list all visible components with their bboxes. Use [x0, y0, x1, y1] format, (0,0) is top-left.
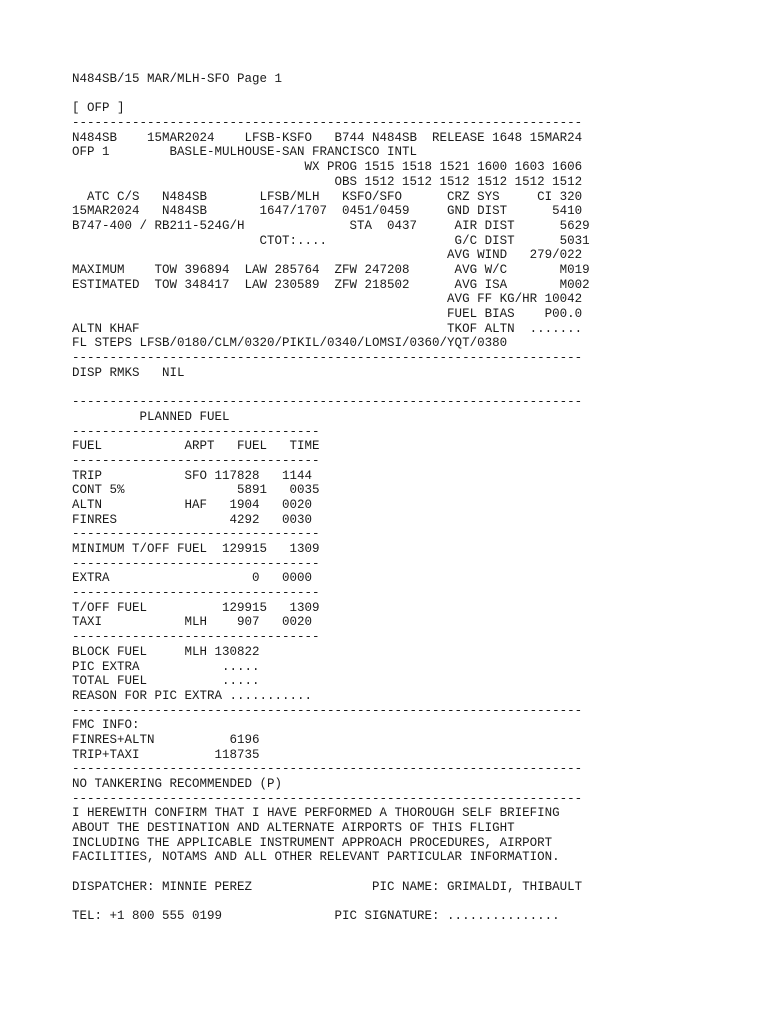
- ofp-line: N484SB 15MAR2024 LFSB-KSFO B744 N484SB RELEASE 1648 15MAR24: [72, 130, 583, 145]
- ofp-line: FUEL BIAS P00.0: [72, 307, 583, 321]
- ofp-line: CONT 5% 5891 0035: [72, 483, 320, 498]
- ofp-line: ---------------------------------: [72, 630, 320, 645]
- ofp-line: REASON FOR PIC EXTRA ...........: [72, 688, 313, 703]
- ofp-line: DISP RMKS NIL: [72, 365, 185, 380]
- ofp-line: PLANNED FUEL: [72, 409, 230, 424]
- ofp-line: ALTN KHAF TKOF ALTN .......: [72, 321, 583, 336]
- ofp-line: CTOT:.... G/C DIST 5031: [72, 233, 590, 248]
- ofp-line: [ OFP ]: [72, 101, 125, 116]
- ofp-line: ---------------------------------: [72, 527, 320, 542]
- ofp-line: --------------------------------------------------------------------: [72, 703, 583, 718]
- ofp-line: ---------------------------------: [72, 556, 320, 571]
- ofp-line: ---------------------------------: [72, 453, 320, 468]
- ofp-line: TEL: +1 800 555 0199 PIC SIGNATURE: ...............: [72, 909, 560, 924]
- ofp-document: [72, 72, 590, 924]
- ofp-line: FACILITIES, NOTAMS AND ALL OTHER RELEVANT PARTICULAR INFORMATION.: [72, 850, 560, 865]
- ofp-line: [72, 865, 590, 880]
- ofp-line: BLOCK FUEL MLH 130822: [72, 644, 260, 659]
- ofp-line: FMC INFO:: [72, 718, 140, 733]
- ofp-line: --------------------------------------------------------------------: [72, 351, 583, 366]
- ofp-line: [72, 380, 590, 395]
- ofp-line: --------------------------------------------------------------------: [72, 762, 583, 777]
- ofp-line: INCLUDING THE APPLICABLE INSTRUMENT APPROACH PROCEDURES, AIRPORT: [72, 835, 553, 850]
- ofp-line: AVG WIND 279/022: [72, 248, 583, 263]
- ofp-line: --------------------------------------------------------------------: [72, 116, 583, 131]
- ofp-line: T/OFF FUEL 129915 1309: [72, 600, 320, 615]
- ofp-line: TRIP SFO 117828 1144: [72, 468, 313, 483]
- ofp-line: NO TANKERING RECOMMENDED (P): [72, 777, 283, 791]
- ofp-line: ALTN HAF 1904 0020: [72, 497, 313, 512]
- ofp-line: N484SB/15 MAR/MLH-SFO Page 1: [72, 72, 283, 86]
- ofp-line: B747-400 / RB211-524G/H STA 0437 AIR DIST 5629: [72, 218, 590, 233]
- ofp-line: FINRES+ALTN 6196: [72, 732, 260, 747]
- ofp-line: FL STEPS LFSB/0180/CLM/0320/PIKIL/0340/LOMSI/0360/YQT/0380: [72, 336, 508, 351]
- ofp-line: MINIMUM T/OFF FUEL 129915 1309: [72, 542, 320, 556]
- ofp-line: OFP 1 BASLE-MULHOUSE-SAN FRANCISCO INTL: [72, 145, 418, 160]
- ofp-line: [72, 87, 590, 102]
- ofp-line: ATC C/S N484SB LFSB/MLH KSFO/SFO CRZ SYS CI 320: [72, 189, 583, 204]
- ofp-line: WX PROG 1515 1518 1521 1600 1603 1606: [72, 160, 583, 175]
- ofp-line: [72, 895, 590, 910]
- ofp-line: FUEL ARPT FUEL TIME: [72, 439, 320, 454]
- ofp-line: PIC EXTRA .....: [72, 659, 260, 674]
- ofp-line: DISPATCHER: MINNIE PEREZ PIC NAME: GRIMALDI, THIBAULT: [72, 879, 583, 894]
- ofp-line: OBS 1512 1512 1512 1512 1512 1512: [72, 174, 583, 189]
- ofp-line: TAXI MLH 907 0020: [72, 615, 313, 630]
- ofp-line: FINRES 4292 0030: [72, 512, 313, 527]
- ofp-line: I HEREWITH CONFIRM THAT I HAVE PERFORMED A THOROUGH SELF BRIEFING: [72, 806, 560, 821]
- ofp-line: ---------------------------------: [72, 424, 320, 439]
- ofp-line: EXTRA 0 0000: [72, 571, 313, 586]
- ofp-line: TRIP+TAXI 118735: [72, 747, 260, 762]
- ofp-line: TOTAL FUEL .....: [72, 674, 260, 689]
- ofp-line: 15MAR2024 N484SB 1647/1707 0451/0459 GND DIST 5410: [72, 204, 583, 219]
- ofp-line: --------------------------------------------------------------------: [72, 395, 583, 410]
- ofp-line: MAXIMUM TOW 396894 LAW 285764 ZFW 247208 AVG W/C M019: [72, 262, 590, 277]
- ofp-line: --------------------------------------------------------------------: [72, 791, 583, 806]
- ofp-line: ---------------------------------: [72, 586, 320, 601]
- ofp-line: ESTIMATED TOW 348417 LAW 230589 ZFW 218502 AVG ISA M002: [72, 277, 590, 292]
- ofp-line: AVG FF KG/HR 10042: [72, 292, 583, 307]
- ofp-line: ABOUT THE DESTINATION AND ALTERNATE AIRPORTS OF THIS FLIGHT: [72, 821, 515, 836]
